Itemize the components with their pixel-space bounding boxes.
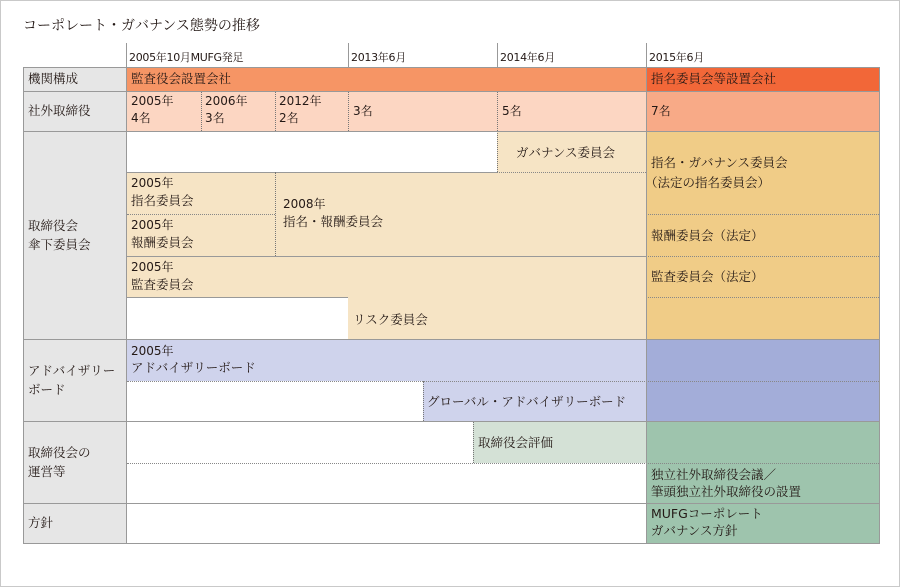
row-header-committees-line2: 傘下委員会	[28, 237, 91, 252]
outside-directors-count-2012: 2名	[279, 111, 299, 125]
outside-directors-year-2006: 2006年	[205, 94, 248, 108]
timeline-tick-2005	[126, 43, 127, 67]
compensation-2005-year: 2005年	[131, 218, 174, 232]
row-header-policy: 方針	[23, 503, 127, 543]
timeline-tick-2013	[348, 43, 349, 67]
row-header-advisory-line1: アドバイザリー	[28, 362, 116, 378]
advisory-2005-label: アドバイザリーボード	[131, 360, 256, 375]
independent-meeting-label-1: 独立社外取締役会議／	[651, 467, 777, 482]
structure-after-label: 指名委員会等設置会社	[651, 71, 777, 86]
timeline-label-2013: 2013年6月	[351, 51, 406, 64]
row-header-structure: 機関構成	[23, 67, 127, 91]
nominating-governance-2015-label: 指名・ガバナンス委員会	[651, 155, 788, 170]
outside-directors-count-2006: 3名	[205, 111, 225, 125]
policy-label-2: ガバナンス方針	[651, 523, 738, 538]
structure-before-label: 監査役会設置会社	[131, 71, 232, 86]
merged-2008-year: 2008年	[283, 197, 326, 211]
independent-meeting-label-2: 筆頭独立社外取締役の設置	[651, 484, 802, 499]
column-divider-2015	[646, 67, 647, 544]
page-title: コーポレート・ガバナンス態勢の推移	[23, 18, 260, 34]
nominating-2005-year: 2005年	[131, 176, 174, 190]
compensation-2005-label: 報酬委員会	[131, 235, 194, 250]
outside-directors-count-2013: 3名	[353, 104, 373, 118]
timeline-label-2005: 2005年10月MUFG発足	[129, 51, 244, 64]
outside-directors-year-2012: 2012年	[279, 94, 322, 108]
row-header-board-ops-line2: 運営等	[28, 464, 66, 479]
timeline-label-2014: 2014年6月	[500, 51, 555, 64]
risk-committee-label: リスク委員会	[353, 312, 428, 327]
audit-2005-label: 監査委員会	[131, 277, 194, 292]
merged-2008-label: 指名・報酬委員会	[283, 214, 384, 229]
compensation-2015-label: 報酬委員会（法定）	[651, 228, 764, 243]
row-header-board-ops-line1: 取締役会の	[28, 444, 91, 460]
board-evaluation-label: 取締役会評価	[478, 435, 554, 450]
timeline-tick-2014	[497, 43, 498, 67]
policy-label-1: MUFGコーポレート	[651, 506, 763, 521]
global-advisory-label: グローバル・アドバイザリーボード	[427, 394, 627, 409]
nominating-2005-label: 指名委員会	[131, 193, 194, 208]
outside-directors-count-2014: 5名	[502, 104, 522, 118]
advisory-2005-year: 2005年	[131, 344, 174, 358]
outside-directors-count-2015: 7名	[651, 104, 671, 118]
audit-2005-year: 2005年	[131, 260, 174, 274]
timeline-label-2015: 2015年6月	[649, 51, 704, 64]
header-column-divider	[126, 67, 127, 544]
row-header-committees-line1: 取締役会	[28, 217, 79, 233]
outside-directors-count-2005: 4名	[131, 111, 151, 125]
table-border	[23, 67, 880, 544]
row-header-advisory-line2: ボード	[28, 382, 66, 397]
outside-directors-year-2005: 2005年	[131, 94, 174, 108]
audit-2015-label: 監査委員会（法定）	[651, 269, 764, 284]
governance-committee-label: ガバナンス委員会	[516, 145, 616, 160]
row-header-outside-directors: 社外取締役	[23, 91, 127, 131]
timeline-tick-2015	[646, 43, 647, 67]
nominating-governance-2015-sub: （法定の指名委員会）	[645, 175, 771, 190]
